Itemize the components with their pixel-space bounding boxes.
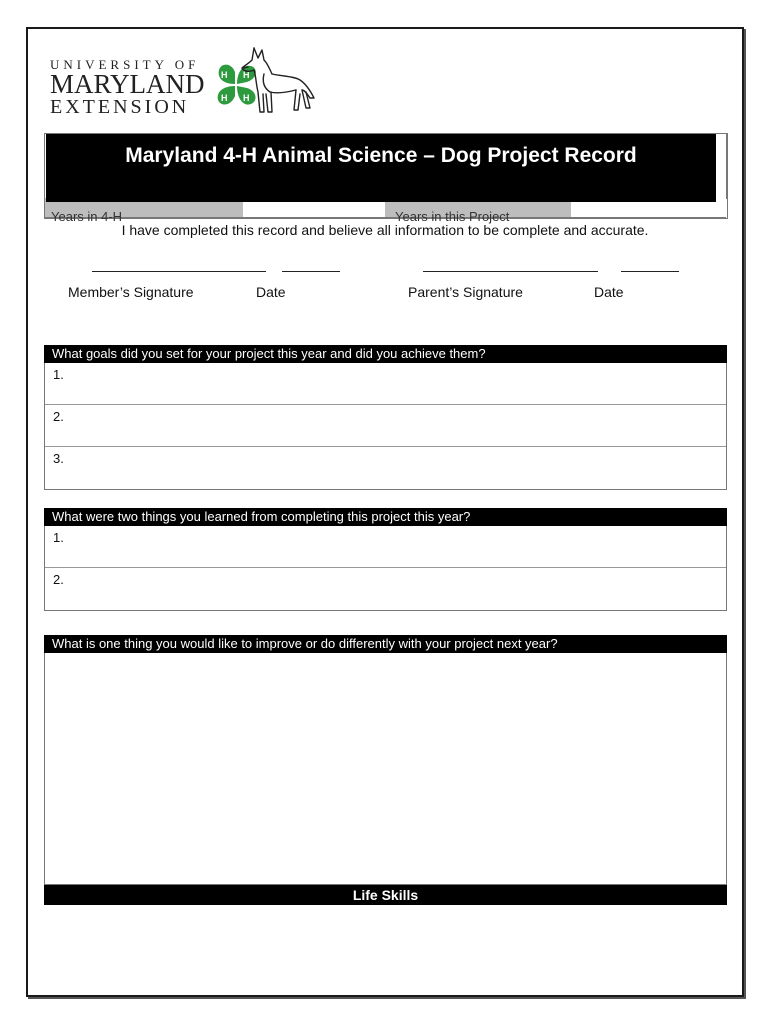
parent-date-label: Date (594, 284, 624, 300)
years-in-project-label: Years in this Project (395, 209, 510, 224)
learned-answer-box (44, 526, 727, 611)
goals-question: What goals did you set for your project this year and did you achieve them? (44, 345, 727, 363)
member-signature-line[interactable] (92, 271, 266, 272)
certification-statement: I have completed this record and believe all information to be complete and accurate. (121, 222, 649, 238)
svg-text:H: H (221, 93, 228, 103)
page-title: Maryland 4-H Animal Science – Dog Project Record (125, 144, 637, 167)
logo-extension: EXTENSION (50, 96, 190, 118)
parent-signature-line[interactable] (423, 271, 598, 272)
svg-text:H: H (243, 70, 250, 80)
learned-row-2[interactable]: 2. (53, 572, 64, 587)
learned-question: What were two things you learned from completing this project this year? (44, 508, 727, 526)
logo-university-of: UNIVERSITY OF (50, 57, 200, 72)
title-bar (46, 134, 716, 202)
parent-date-line[interactable] (621, 271, 679, 272)
improve-question: What is one thing you would like to improve or do differently with your project next year? (44, 635, 727, 653)
university-logo (50, 58, 205, 117)
learned-row-1[interactable]: 1. (45, 526, 726, 568)
svg-text:H: H (221, 70, 228, 80)
svg-text:H: H (243, 93, 250, 103)
goal-row-3[interactable]: 3. (53, 451, 64, 466)
parent-signature-label: Parent’s Signature (408, 284, 523, 300)
member-signature-label: Member’s Signature (68, 284, 194, 300)
member-date-line[interactable] (282, 271, 340, 272)
improve-answer-box[interactable] (44, 653, 727, 885)
dog-illustration (238, 44, 318, 116)
life-skills-header: Life Skills (44, 885, 727, 905)
years-in-4h-label: Years in 4-H (51, 209, 123, 224)
goal-row-2[interactable]: 2. (45, 405, 726, 447)
member-date-label: Date (256, 284, 286, 300)
goals-answer-box (44, 363, 727, 490)
goal-row-1[interactable]: 1. (45, 363, 726, 405)
logo-maryland: MARYLAND (50, 69, 205, 99)
